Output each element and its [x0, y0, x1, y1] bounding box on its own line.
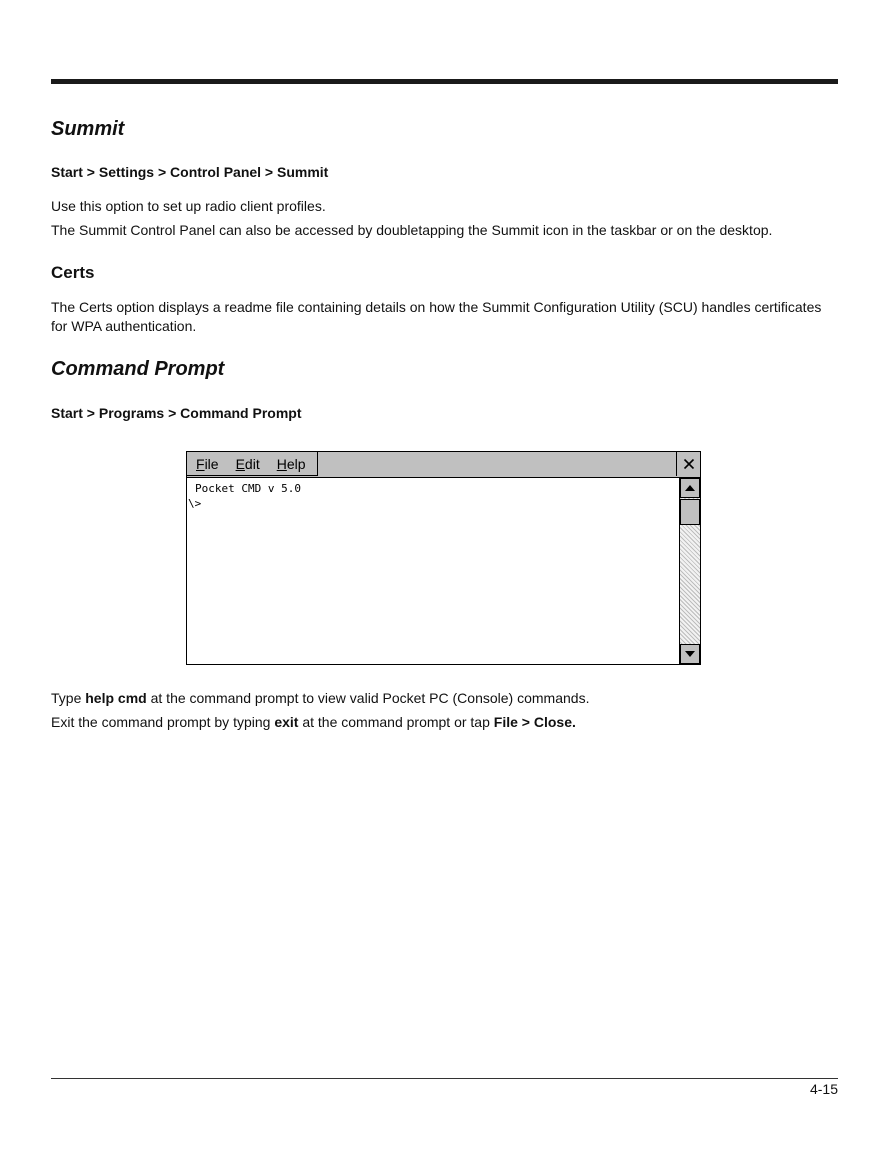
menu-help-label: elp [286, 455, 306, 472]
menu-file-mnemonic: F [196, 455, 205, 472]
console-prompt-line: \> [188, 497, 202, 510]
menu-bar [187, 452, 700, 478]
type-help-instruction [51, 689, 589, 708]
console-version-line: Pocket CMD v 5.0 [195, 482, 301, 495]
exit-mid: at the command prompt or tap [298, 714, 494, 730]
exit-command: exit [274, 714, 299, 730]
section-title-summit: Summit [51, 118, 125, 140]
header-rule [51, 79, 838, 84]
summit-paragraph-2: The Summit Control Panel can also be accessed by doubletapping the Summit icon in the taskbar or on the desktop. [51, 222, 773, 238]
page-number: 4-15 [809, 1081, 838, 1097]
type-help-command: help cmd [85, 690, 147, 706]
certs-paragraph: The Certs option displays a readme file containing details on how the Summit Configuration Utility (SCU) handles certificates for WPA authentication. [51, 299, 822, 334]
exit-menu-path: File > Close. [493, 714, 576, 730]
menu-file-label: ile [204, 455, 219, 472]
scroll-down-arrow-icon [685, 651, 695, 657]
menu-edit[interactable] [227, 456, 268, 472]
section-title-command-prompt: Command Prompt [51, 358, 225, 380]
close-icon [683, 458, 695, 470]
menu-edit-label: dit [244, 455, 260, 472]
vertical-scrollbar[interactable] [679, 478, 700, 664]
summit-paragraph-1: Use this option to set up radio client profiles. [51, 198, 326, 214]
scroll-down-button[interactable] [680, 644, 700, 664]
command-prompt-nav-path: Start > Programs > Command Prompt [51, 405, 302, 421]
exit-instruction [51, 713, 576, 732]
menu-help-mnemonic: H [276, 455, 287, 472]
summit-nav-path: Start > Settings > Control Panel > Summit [51, 164, 329, 180]
type-help-post: at the command prompt to view valid Pocket PC (Console) commands. [146, 690, 590, 706]
scroll-up-button[interactable] [680, 478, 700, 498]
console-output[interactable] [187, 478, 679, 664]
section-title-certs: Certs [51, 263, 95, 282]
pocket-cmd-window [186, 451, 701, 665]
scroll-up-arrow-icon [685, 485, 695, 491]
exit-pre: Exit the command prompt by typing [51, 714, 275, 730]
type-help-pre: Type [51, 690, 86, 706]
scrollbar-thumb[interactable] [680, 499, 700, 525]
menu-file[interactable] [187, 456, 227, 472]
menu-help[interactable] [268, 456, 314, 472]
menu-group [187, 452, 318, 476]
menu-edit-mnemonic: E [235, 455, 245, 472]
footer-rule [51, 1078, 838, 1079]
close-button[interactable] [676, 452, 700, 476]
